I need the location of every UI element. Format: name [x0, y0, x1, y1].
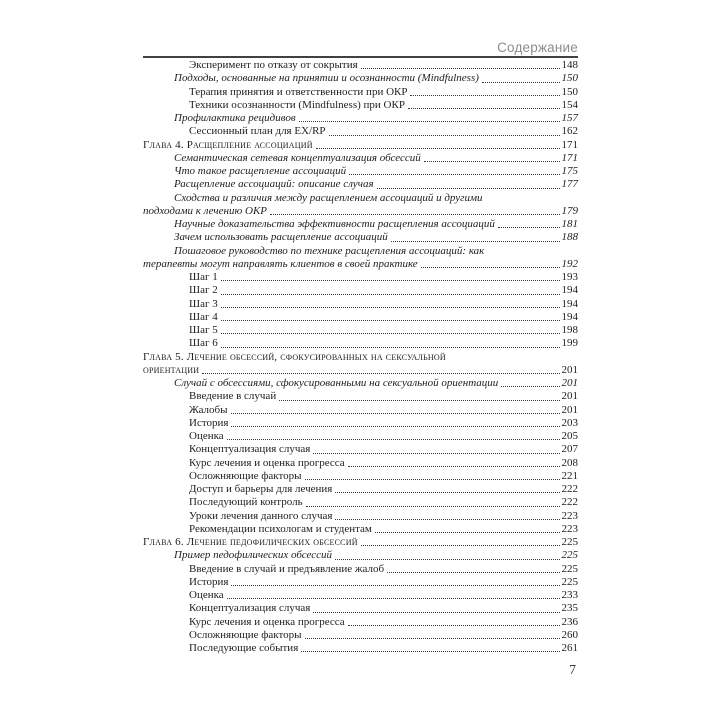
toc-entry-line [143, 390, 578, 403]
toc-entry-page: 225 [561, 575, 578, 588]
toc-entry-page: 201 [561, 403, 578, 416]
toc-entry-title: Курс лечения и оценка прогресса [189, 456, 345, 469]
dot-leader [408, 108, 560, 109]
toc-entry-title: Рекомендации психологам и студентам [189, 522, 372, 535]
toc-entry-title: Осложняющие факторы [189, 469, 302, 482]
dot-leader [377, 188, 560, 189]
dot-leader [335, 559, 559, 560]
toc-entry-title: Пример педофилических обсессий [174, 549, 333, 562]
dot-leader [221, 294, 560, 295]
toc-entry-line [143, 258, 578, 271]
dot-leader [299, 121, 560, 122]
toc-list [143, 59, 578, 655]
dot-leader [482, 82, 560, 83]
toc-entry-title: Последующий контроль [189, 496, 303, 509]
toc-entry-title: подходами к лечению ОКР [143, 204, 267, 217]
toc-entry-title: История [189, 575, 229, 588]
toc-entry-title: Осложняющие факторы [189, 628, 302, 641]
dot-leader [329, 135, 560, 136]
toc-entry-page: 162 [561, 125, 578, 138]
toc-entry-line [143, 589, 578, 602]
toc-entry-page: 223 [561, 522, 578, 535]
dot-leader [231, 413, 560, 414]
toc-entry-page: 201 [561, 390, 578, 403]
toc-entry-line [143, 351, 578, 364]
dot-leader [348, 466, 560, 467]
toc-entry-line [143, 430, 578, 443]
dot-leader [305, 638, 560, 639]
toc-entry-line [143, 125, 578, 138]
toc-entry-title: Шаг 3 [189, 297, 218, 310]
toc-entry-line [143, 192, 578, 205]
toc-entry-line [143, 178, 578, 191]
dot-leader [221, 333, 560, 334]
toc-entry-page: 225 [561, 562, 578, 575]
dot-leader [227, 439, 560, 440]
toc-entry-page: 208 [561, 456, 578, 469]
toc-entry-page: 157 [561, 112, 578, 124]
toc-entry-line [143, 231, 578, 244]
toc-entry-line [143, 324, 578, 337]
toc-entry-title: терапевты могут направлять клиентов в своей практике [143, 257, 418, 270]
toc-entry-page: 181 [561, 218, 578, 230]
toc-entry-page: 222 [561, 483, 578, 495]
dot-leader [335, 492, 559, 493]
dot-leader [227, 598, 560, 599]
dot-leader [421, 267, 560, 268]
dot-leader [361, 68, 560, 69]
toc-entry-page: 193 [561, 271, 578, 283]
toc-entry-title: Подходы, основанные на принятии и осознанности (Mindfulness) [174, 72, 479, 85]
toc-entry-line [143, 602, 578, 615]
toc-entry-page: 179 [561, 204, 578, 217]
toc-entry-title: Оценка [189, 430, 224, 442]
toc-entry-line [143, 284, 578, 297]
toc-entry-title: Сходства и различия между расщеплением ассоциаций и другими [174, 191, 483, 204]
toc-entry-title: Доступ и барьеры для лечения [189, 483, 333, 495]
toc-entry-line [143, 377, 578, 390]
toc-entry-line [143, 523, 578, 536]
toc-entry-line [143, 510, 578, 523]
toc-entry-page: 205 [561, 430, 578, 442]
toc-entry-title: Научные доказательства эффективности расщепления ассоциаций [174, 218, 495, 230]
toc-entry-line [143, 311, 578, 324]
toc-entry-page: 150 [561, 72, 578, 85]
toc-entry-page: 201 [561, 363, 578, 376]
toc-entry-page: 192 [561, 257, 578, 270]
toc-entry-line [143, 165, 578, 178]
toc-entry-line [143, 563, 578, 576]
toc-entry-line [143, 112, 578, 125]
toc-entry-line [143, 205, 578, 218]
dot-leader [316, 148, 560, 149]
header-divider [143, 56, 578, 58]
dot-leader [221, 320, 560, 321]
toc-entry-line [143, 642, 578, 655]
toc-entry-line [143, 629, 578, 642]
toc-entry-line [143, 417, 578, 430]
toc-header-title: Содержание [497, 40, 578, 55]
toc-entry-page: 154 [561, 98, 578, 111]
toc-entry-title: Концептуализация случая [189, 443, 311, 456]
toc-entry-page: 221 [561, 469, 578, 482]
toc-entry-page: 188 [561, 231, 578, 244]
toc-entry-line [143, 576, 578, 589]
toc-entry-line [143, 152, 578, 165]
toc-entry-title: Расщепление ассоциаций: описание случая [174, 178, 374, 191]
dot-leader [301, 651, 559, 652]
dot-leader [391, 241, 560, 242]
toc-entry-line [143, 483, 578, 496]
toc-entry-title: Шаг 4 [189, 310, 218, 323]
toc-entry-title: Пошаговое руководство по технике расщепления ассоциаций: как [174, 244, 485, 257]
toc-entry-line [143, 404, 578, 417]
toc-entry-page: 260 [561, 628, 578, 641]
toc-entry-line [143, 443, 578, 456]
toc-entry-line [143, 218, 578, 231]
toc-entry-title: Шаг 1 [189, 271, 218, 283]
toc-entry-title: Курс лечения и оценка прогресса [189, 615, 345, 628]
toc-entry-title: Концептуализация случая [189, 602, 311, 615]
toc-entry-page: 194 [561, 310, 578, 323]
dot-leader [410, 95, 559, 96]
toc-entry-page: 199 [561, 337, 578, 350]
toc-entry-title: Глава 5. Лечение обсессий, сфокусированных на сексуальной [143, 350, 446, 363]
toc-entry-title: Последующие события [189, 642, 299, 654]
toc-entry-line [143, 549, 578, 562]
dot-leader [313, 612, 559, 613]
toc-entry-line [143, 59, 578, 72]
toc-entry-title: Терапия принятия и ответственности при ОКР [189, 85, 408, 98]
toc-entry-page: 236 [561, 615, 578, 628]
toc-entry-line [143, 496, 578, 509]
toc-entry-line [143, 337, 578, 350]
dot-leader [221, 280, 560, 281]
toc-entry-title: Глава 6. Лечение педофилических обсессий [143, 536, 358, 548]
toc-entry-page: 171 [561, 151, 578, 164]
toc-entry-title: Эксперимент по отказу от сокрытия [189, 59, 358, 71]
toc-entry-title: Введение в случай и предъявление жалоб [189, 562, 385, 575]
dot-leader [202, 373, 559, 374]
toc-entry-page: 261 [561, 642, 578, 654]
dot-leader [270, 214, 560, 215]
dot-leader [375, 532, 560, 533]
dot-leader [279, 400, 559, 401]
dot-leader [361, 545, 560, 546]
toc-entry-page: 203 [561, 416, 578, 429]
dot-leader [305, 479, 560, 480]
toc-entry-line [143, 457, 578, 470]
dot-leader [387, 572, 559, 573]
dot-leader [231, 585, 559, 586]
toc-entry-title: История [189, 416, 229, 429]
toc-entry-title: Шаг 5 [189, 324, 218, 336]
toc-entry-line [143, 99, 578, 112]
dot-leader [313, 453, 559, 454]
toc-entry-title: Зачем использовать расщепление ассоциаций [174, 231, 388, 244]
toc-entry-page: 194 [561, 284, 578, 297]
toc-entry-title: Жалобы [189, 403, 228, 416]
toc-entry-page: 225 [561, 536, 578, 548]
toc-entry-page: 194 [561, 297, 578, 310]
dot-leader [424, 161, 560, 162]
toc-entry-line [143, 364, 578, 377]
toc-entry-title: Шаг 2 [189, 284, 218, 297]
toc-entry-title: Глава 4. Расщепление ассоциаций [143, 138, 313, 151]
toc-entry-title: Уроки лечения данного случая [189, 509, 333, 522]
toc-entry-page: 175 [561, 165, 578, 177]
toc-entry-line [143, 470, 578, 483]
toc-entry-page: 222 [561, 496, 578, 509]
toc-entry-page: 150 [561, 85, 578, 98]
toc-entry-title: ориентации [143, 363, 200, 376]
toc-entry-title: Семантическая сетевая концептуализация обсессий [174, 151, 421, 164]
dot-leader [221, 347, 560, 348]
dot-leader [231, 426, 559, 427]
toc-entry-page: 148 [561, 59, 578, 71]
dot-leader [306, 506, 560, 507]
toc-entry-line [143, 139, 578, 152]
toc-entry-page: 171 [561, 138, 578, 151]
toc-entry-line [143, 298, 578, 311]
toc-entry-title: Оценка [189, 589, 224, 601]
page-number: 7 [569, 662, 576, 677]
toc-entry-page: 207 [561, 443, 578, 456]
toc-entry-page: 177 [561, 178, 578, 191]
toc-entry-title: Профилактика рецидивов [174, 112, 296, 124]
toc-entry-page: 223 [561, 509, 578, 522]
toc-entry-page: 235 [561, 602, 578, 615]
toc-entry-title: Случай с обсессиями, сфокусированными на сексуальной ориентации [174, 377, 499, 389]
toc-entry-title: Введение в случай [189, 390, 277, 403]
dot-leader [335, 519, 559, 520]
toc-entry-line [143, 72, 578, 85]
toc-entry-page: 198 [561, 324, 578, 336]
toc-entry-line [143, 245, 578, 258]
toc-entry-title: Сессионный план для EX/RP [189, 125, 326, 138]
toc-entry-page: 233 [561, 589, 578, 601]
dot-leader [221, 307, 560, 308]
toc-entry-line [143, 86, 578, 99]
dot-leader [501, 386, 559, 387]
toc-entry-line [143, 271, 578, 284]
toc-entry-page: 201 [561, 377, 578, 389]
toc-entry-line [143, 536, 578, 549]
dot-leader [349, 174, 559, 175]
toc-entry-title: Что такое расщепление ассоциаций [174, 165, 347, 177]
toc-entry-title: Техники осознанности (Mindfulness) при ОКР [189, 98, 405, 111]
toc-entry-title: Шаг 6 [189, 337, 218, 350]
dot-leader [348, 625, 560, 626]
dot-leader [498, 227, 560, 228]
toc-entry-line [143, 616, 578, 629]
toc-entry-page: 225 [561, 549, 578, 562]
